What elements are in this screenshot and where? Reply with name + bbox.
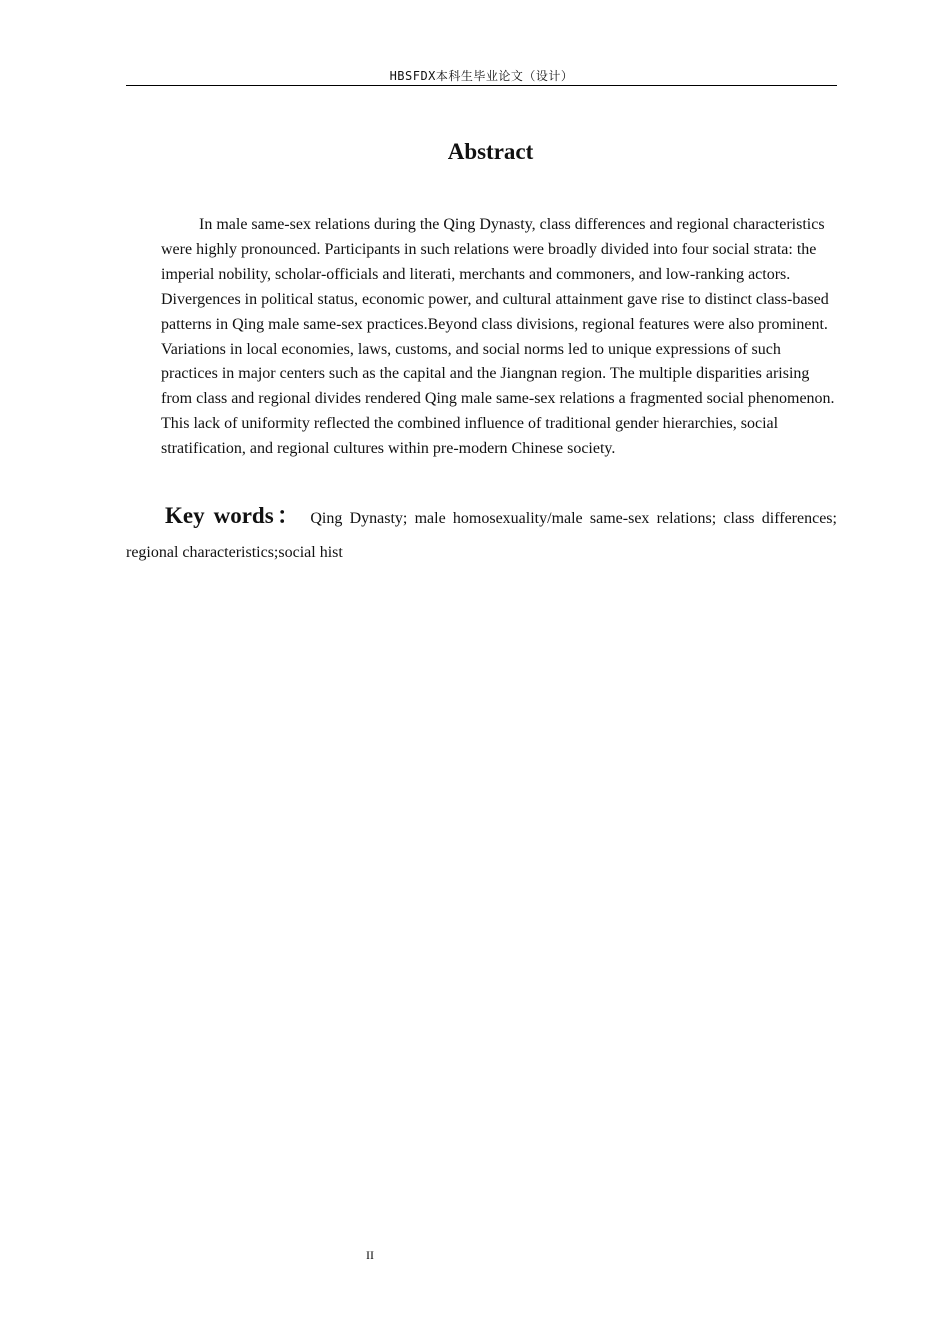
- running-header: HBSFDX本科生毕业论文（设计）: [389, 69, 574, 83]
- abstract-body: In male same-sex relations during the Qing Dynasty, class differences and regional characteristics were highly pronounced. Participants in such relations were broadly divided into four social strata: the imperial nobility, scholar-officials and literati, merchants and commoners, and low-ranking actors. Divergences in political status, economic power, and cultural attainment gave rise to distinct class-based patterns in Qing male same-sex practices.Beyond class divisions, regional features were also prominent. Variations in local economies, laws, customs, and social norms led to unique expressions of such practices in major centers such as the capital and the Jiangnan region. The multiple disparities arising from class and regional divides rendered Qing male same-sex relations a fragmented social phenomenon. This lack of uniformity reflected the combined influence of traditional gender hierarchies, social stratification, and regional cultures within pre-modern Chinese society.: [161, 216, 835, 458]
- keywords-text: Qing Dynasty; male homosexuality/male same-sex relations; class differences; regional characteristics;social hist: [126, 510, 837, 561]
- keywords-paragraph: [126, 499, 837, 570]
- page-number: II: [366, 1248, 374, 1262]
- header-rule: [126, 85, 837, 86]
- keywords-label: Key words：: [165, 503, 304, 528]
- abstract-title: Abstract: [447, 139, 534, 165]
